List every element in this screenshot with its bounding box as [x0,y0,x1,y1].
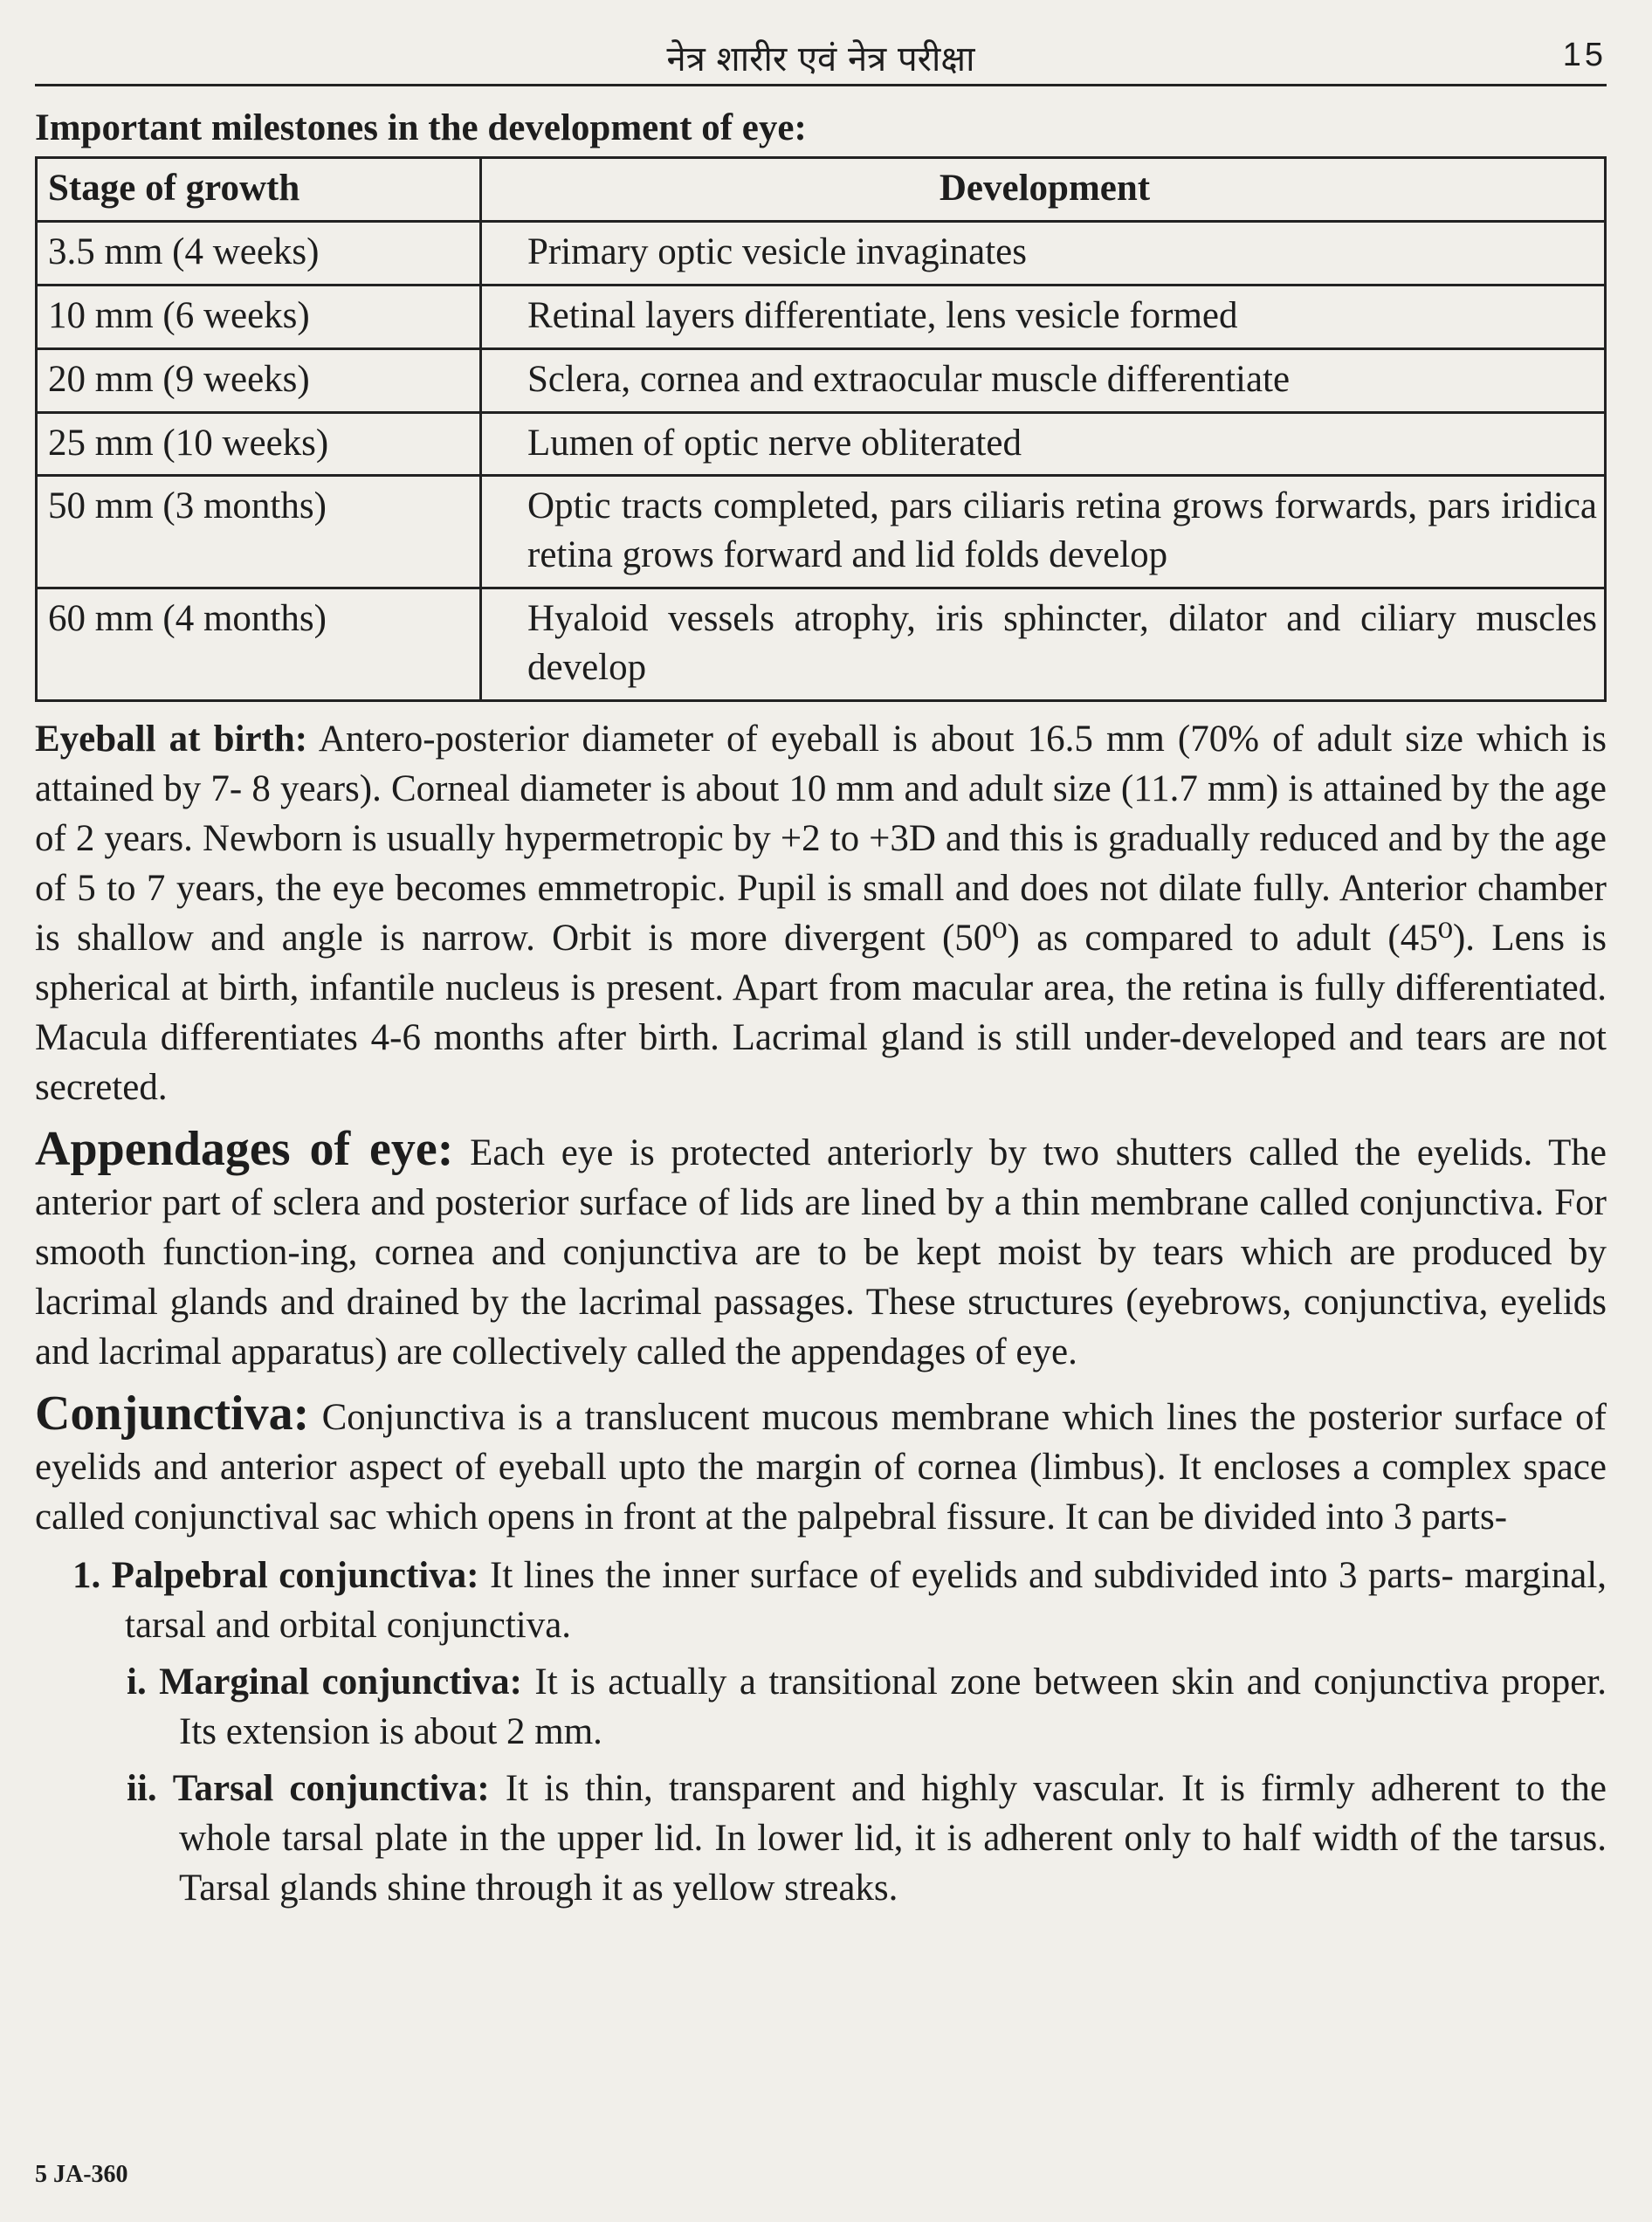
development-cell: Sclera, cornea and extraocular muscle differentiate [481,348,1606,412]
development-cell: Retinal layers differentiate, lens vesicle formed [481,285,1606,348]
table-row [37,348,1606,412]
stage-cell: 25 mm (10 weeks) [37,412,481,476]
table-header-row [37,158,1606,222]
list-item-heading: Tarsal conjunctiva: [172,1768,490,1810]
stage-cell: 20 mm (9 weeks) [37,348,481,412]
stage-cell: 60 mm (4 months) [37,588,481,701]
eyeball-at-birth-heading: Eyeball at birth: [35,719,308,760]
conjunctiva-paragraph [35,1386,1607,1542]
list-item-text: It lines the inner surface of eyelids and subdivided into 3 parts- marginal, tarsal and orbital conjunctiva. [125,1555,1607,1647]
running-header [35,31,1607,86]
list-marker: ii. [127,1768,157,1810]
list-item-text: It is thin, transparent and highly vascular. It is firmly adherent to the whole tarsal plate in the upper lid. In lower lid, it is adherent only to half width of the tarsus. Tarsal glands shine through it as yellow streaks. [179,1768,1607,1909]
development-cell: Hyaloid vessels atrophy, iris sphincter, dilator and ciliary muscles develop [481,588,1606,701]
eyeball-at-birth-paragraph [35,714,1607,1112]
list-item [35,1551,1607,1650]
list-item-heading: Palpebral conjunctiva: [111,1555,479,1597]
column-header-stage: Stage of growth [37,158,481,222]
list-item-heading: Marginal conjunctiva: [159,1661,522,1703]
print-code: 5 JA-360 [35,2161,128,2188]
appendages-heading: Appendages of eye: [35,1122,454,1177]
list-item [35,1764,1607,1913]
list-item [35,1657,1607,1757]
table-row [37,476,1606,588]
eyeball-at-birth-text: Antero-posterior diameter of eyeball is about 16.5 mm (70% of adult size which is attained by 7- 8 years). Corneal diameter is about 10 mm and adult size (11.7 mm) is attained by the age of 2 years. Newborn is usually hypermetropic by +2 to +3D and this is gradually reduced and by the age of 5 to 7 years, the eye becomes emmetropic. Pupil is small and does not dilate fully. Anterior chamber is shallow and angle is narrow. Orbit is more divergent (50⁰) as compared to adult (45⁰). Lens is spherical at birth, infantile nucleus is present. Apart from macular area, the retina is fully differentiated. Macula differentiates 4-6 months after birth. Lacrimal gland is still under-developed and tears are not secreted. [35,719,1607,1109]
stage-cell: 10 mm (6 weeks) [37,285,481,348]
page-content [35,103,1607,1913]
list-marker: i. [127,1661,147,1703]
column-header-development: Development [481,158,1606,222]
chapter-title: नेत्र शारीर एवं नेत्र परीक्षा [666,39,975,79]
table-row [37,412,1606,476]
stage-cell: 3.5 mm (4 weeks) [37,221,481,285]
conjunctiva-parts-list [35,1551,1607,1913]
development-cell: Lumen of optic nerve obliterated [481,412,1606,476]
appendages-text: Each eye is protected anteriorly by two shutters called the eyelids. The anterior part of sclera and posterior surface of lids are lined by a thin membrane called conjunctiva. For smooth function-ing, cornea and conjunctiva are to be kept moist by tears which are produced by lacrimal glands and drained by the lacrimal passages. These structures (eyebrows, conjunctiva, eyelids and lacrimal apparatus) are collectively called the appendages of eye. [35,1132,1607,1373]
stage-cell: 50 mm (3 months) [37,476,481,588]
list-item-text: It is actually a transitional zone between skin and conjunctiva proper. Its extension is about 2 mm. [179,1661,1607,1753]
table-row [37,285,1606,348]
conjunctiva-text: Conjunctiva is a translucent mucous membrane which lines the posterior surface of eyelids and anterior aspect of eyeball upto the margin of cornea (limbus). It encloses a complex space called conjunctival sac which opens in front at the palpebral fissure. It can be divided into 3 parts- [35,1397,1607,1538]
table-heading: Important milestones in the development of eye: [35,107,807,148]
page-number: 15 [1562,37,1607,73]
milestones-table [35,156,1607,702]
development-cell: Primary optic vesicle invaginates [481,221,1606,285]
development-cell: Optic tracts completed, pars ciliaris retina grows forwards, pars iridica retina grows forward and lid folds develop [481,476,1606,588]
list-marker: 1. [72,1555,101,1597]
appendages-paragraph [35,1122,1607,1377]
table-row [37,588,1606,701]
conjunctiva-heading: Conjunctiva: [35,1386,310,1441]
table-row [37,221,1606,285]
